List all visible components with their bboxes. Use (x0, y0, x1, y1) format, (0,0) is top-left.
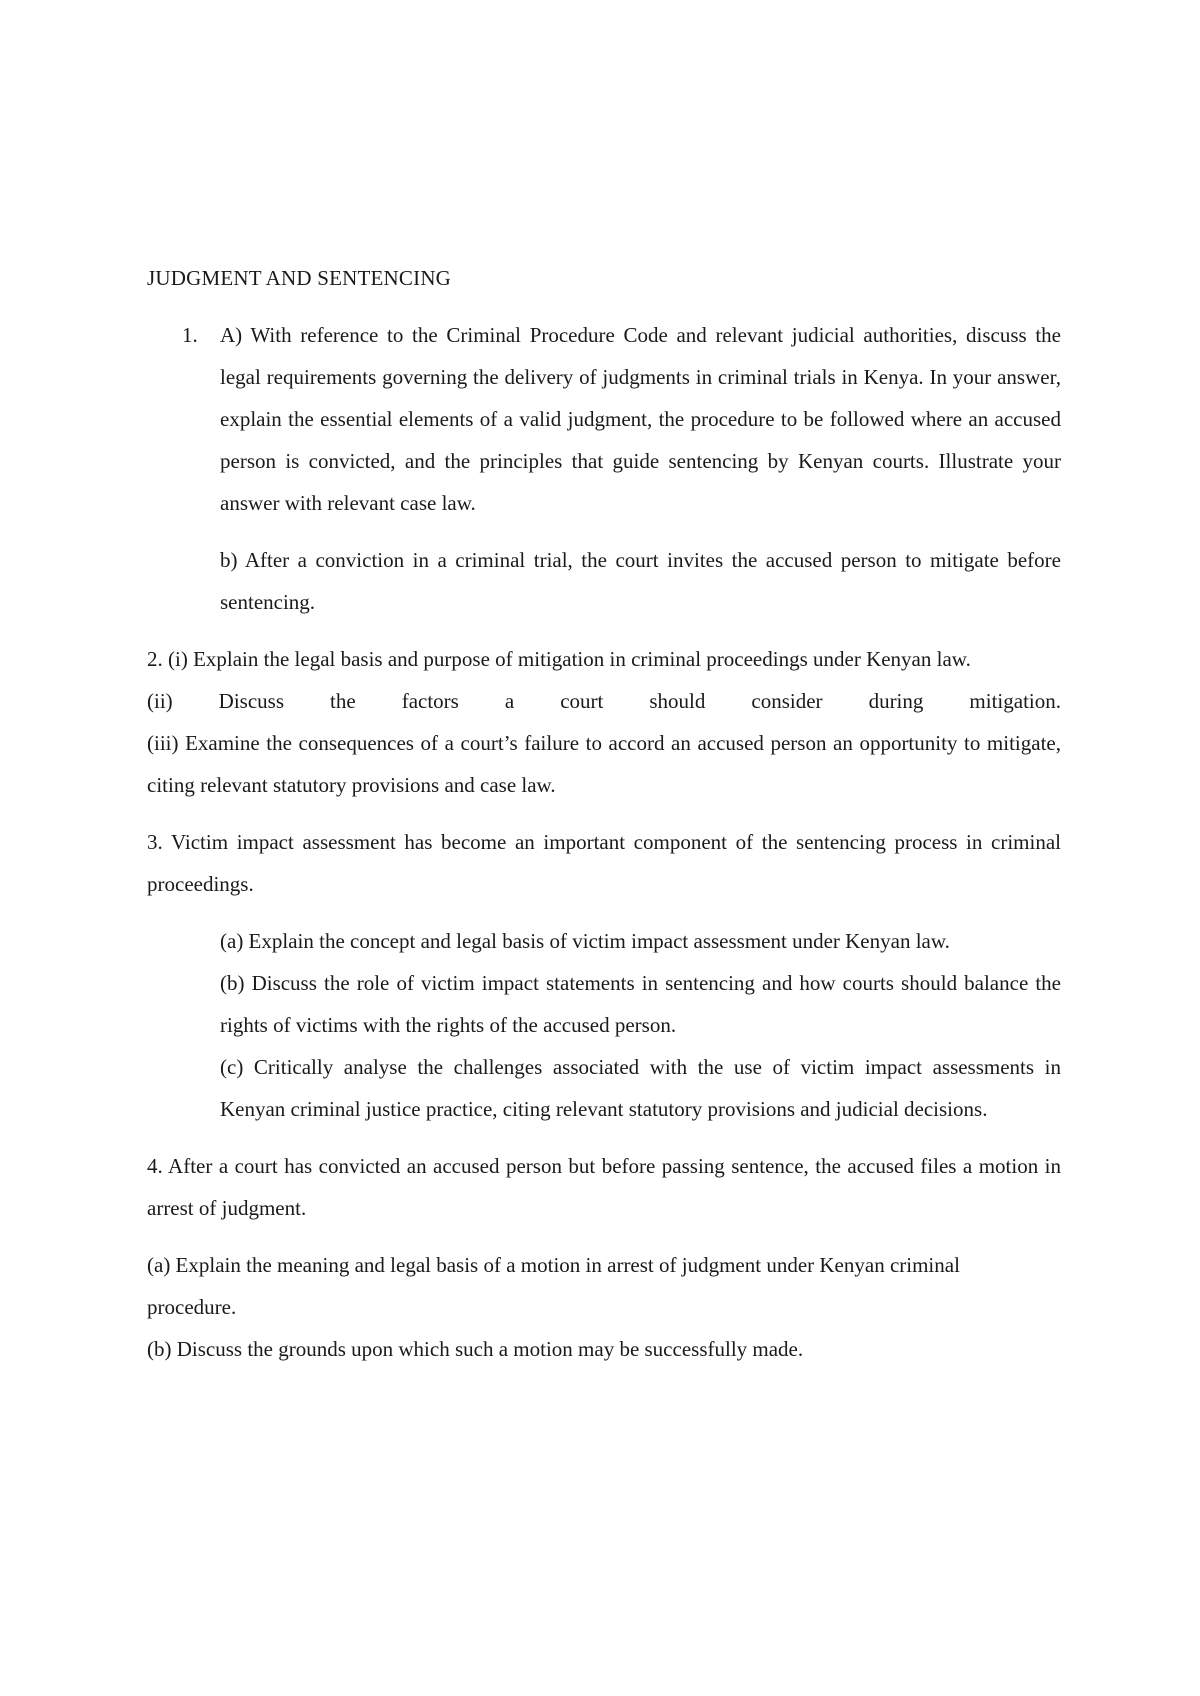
question-4-parts (147, 1244, 1007, 1370)
question-1-number: 1. (182, 323, 198, 347)
question-3-intro: 3. Victim impact assessment has become an important component of the sentencing process in criminal proceedings. (147, 830, 1061, 896)
document-title: JUDGMENT AND SENTENCING (147, 266, 452, 290)
question-2 (147, 638, 1061, 806)
question-3-part-b: (b) Discuss the role of victim impact statements in sentencing and how courts should balance the rights of victims with the rights of the accused person. (220, 971, 1061, 1037)
question-1 (147, 314, 1061, 623)
question-4-part-a: (a) Explain the meaning and legal basis of a motion in arrest of judgment under Kenyan criminal procedure. (147, 1253, 960, 1319)
document-body (147, 257, 1061, 1370)
question-3-part-c: (c) Critically analyse the challenges associated with the use of victim impact assessments in Kenyan criminal justice practice, citing relevant statutory provisions and judicial decisions. (220, 1055, 1061, 1121)
question-3-part-a: (a) Explain the concept and legal basis of victim impact assessment under Kenyan law. (220, 929, 950, 953)
question-4-part-b: (b) Discuss the grounds upon which such a motion may be successfully made. (147, 1337, 804, 1361)
question-3-parts (147, 920, 1061, 1130)
question-1-part-a: A) With reference to the Criminal Procedure Code and relevant judicial authorities, discuss the legal requirements governing the delivery of judgments in criminal trials in Kenya. In your answer, explain the essential elements of a valid judgment, the procedure to be followed where an accused person is convicted, and the principles that guide sentencing by Kenyan courts. Illustrate your answer with relevant case law. (220, 323, 1061, 515)
question-2-part-ii: (ii) Discuss the factors a court should consider during mitigation. (147, 689, 1061, 713)
question-1-part-b: b) After a conviction in a criminal trial, the court invites the accused person to mitigate before sentencing. (220, 548, 1061, 614)
question-2-part-i: 2. (i) Explain the legal basis and purpose of mitigation in criminal proceedings under Kenyan law. (147, 647, 971, 671)
question-4-intro: 4. After a court has convicted an accused person but before passing sentence, the accused files a motion in arrest of judgment. (147, 1154, 1061, 1220)
question-2-part-iii: (iii) Examine the consequences of a court’s failure to accord an accused person an opportunity to mitigate, citing relevant statutory provisions and case law. (147, 731, 1061, 797)
